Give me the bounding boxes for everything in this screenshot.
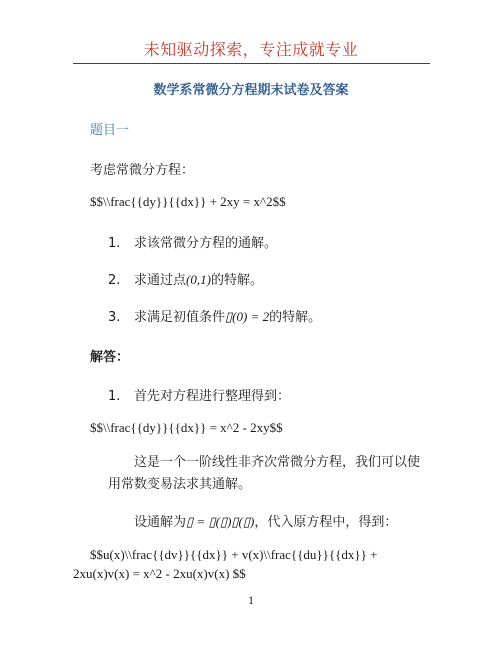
explanation-line-2: 用常数变易法求其通解。 [108, 477, 252, 492]
question-item-1 [108, 232, 277, 251]
substitution-text-tail: ，代入原方程中，得到： [254, 515, 398, 530]
question-item-2 [108, 269, 263, 288]
substitution-line [134, 511, 397, 534]
step-item-1 [108, 385, 290, 404]
step-number: 1. [108, 389, 121, 404]
header-banner: 未知驱动探索，专注成就专业 [143, 40, 359, 59]
intro-text: 考虑常微分方程： [90, 163, 195, 178]
answer-label: 解答： [90, 350, 130, 365]
equation-3-line-2: 2xu(x)v(x) = x^2 - 2xu(x)v(x) $$ [73, 566, 246, 581]
question-number: 2. [108, 273, 121, 288]
page-number: 1 [248, 593, 254, 607]
document-title: 数学系常微分方程期末试卷及答案 [153, 83, 349, 98]
question-number: 3. [108, 310, 121, 325]
question-text: 求通过点 [134, 273, 187, 288]
question-item-3 [108, 306, 321, 325]
header-rule [73, 63, 430, 64]
section-heading: 题目一 [90, 123, 130, 138]
equation-3-line-1: $$u(x)\\frac{{dv}}{{dx}} + v(x)\\frac{{du}}{{dx}} + [90, 547, 378, 562]
substitution-text: 设通解为 [134, 515, 187, 530]
question-text: 求该常微分方程的通解。 [134, 236, 278, 251]
question-text: 求满足初值条件 [134, 310, 226, 325]
explanation-line-1: 这是一个一阶线性非齐次常微分方程，我们可以使 [134, 455, 421, 470]
equation-2: $$\\frac{{dy}}{{dx}} = x^2 - 2xy$$ [90, 420, 283, 435]
question-math: (0,1) [186, 272, 211, 287]
equation-1: $$\\frac{{dy}}{{dx}} + 2xy = x^2$$ [90, 194, 286, 209]
question-text-tail: 的特解。 [269, 310, 322, 325]
substitution-math: ▯ = ▯(▯)▯(▯) [186, 514, 255, 529]
step-text: 首先对方程进行整理得到： [134, 389, 291, 404]
question-math: ▯(0) = 2 [225, 309, 270, 324]
question-number: 1. [108, 236, 121, 251]
question-text-tail: 的特解。 [210, 273, 263, 288]
